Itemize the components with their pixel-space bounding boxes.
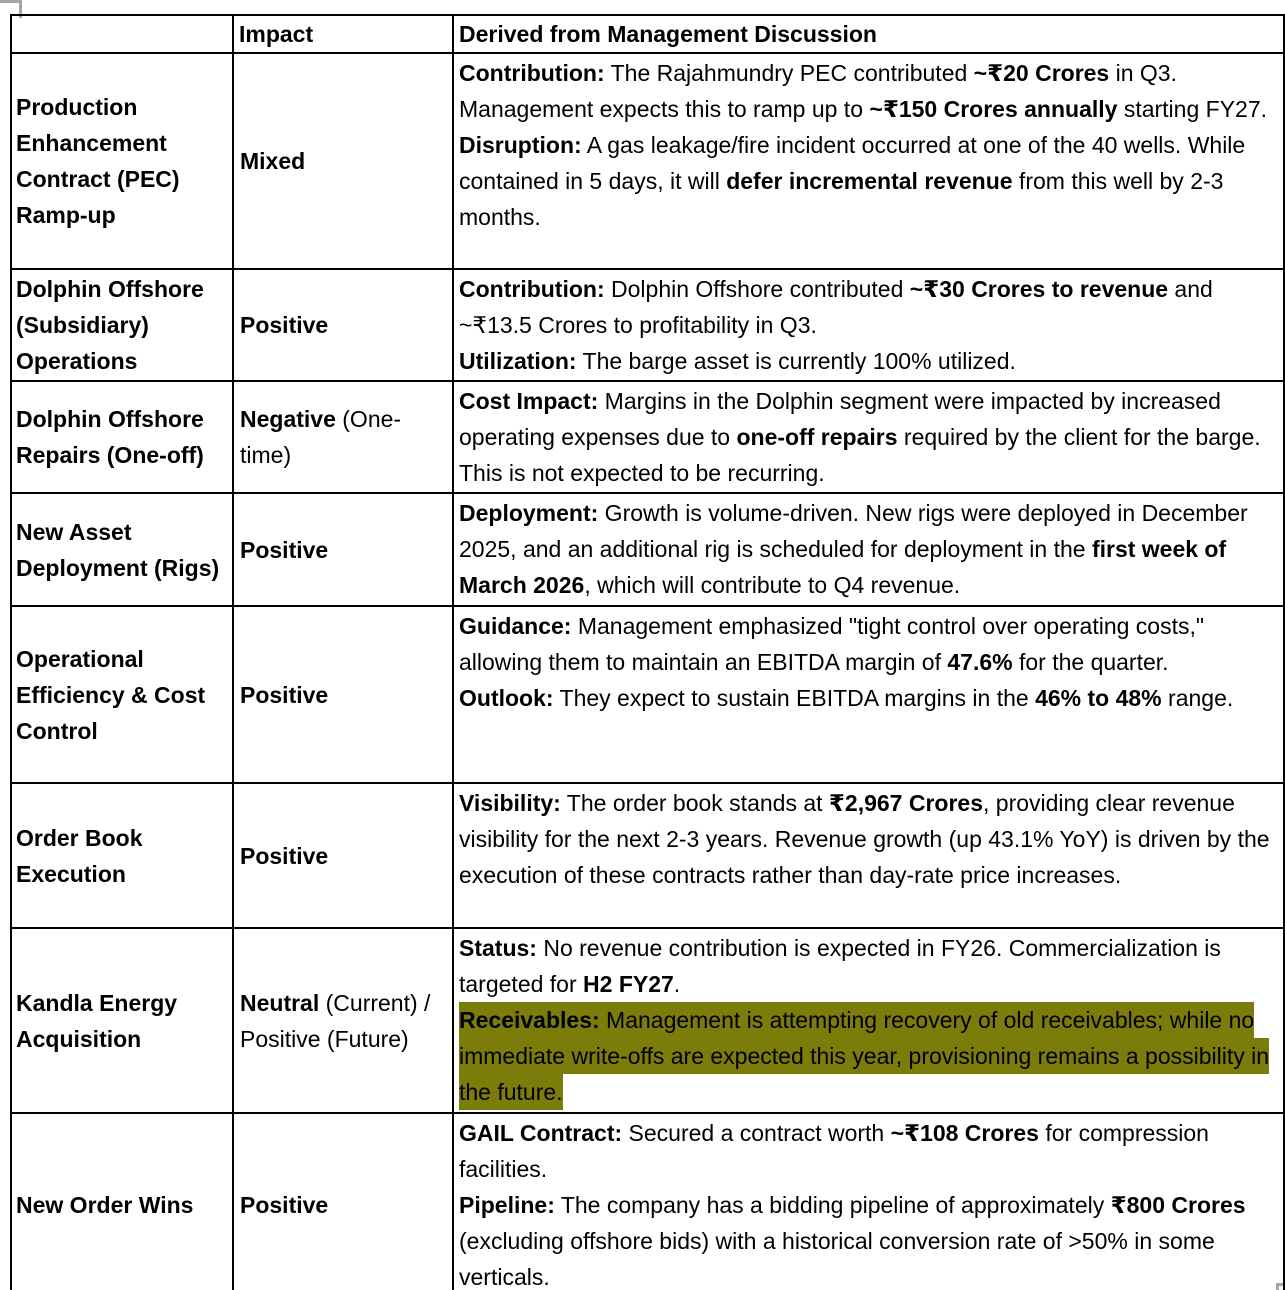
text-segment: one-off repairs: [736, 424, 898, 450]
details-paragraph: [459, 1002, 1278, 1110]
text-segment: , which will contribute to Q4 revenue.: [584, 572, 961, 598]
topic-label: Operational Efficiency & Cost Control: [16, 645, 206, 744]
impact-cell: [233, 928, 453, 1113]
details-paragraph: [459, 785, 1278, 893]
text-segment: ~₹150 Crores annually: [869, 96, 1118, 122]
table-row: [11, 928, 1284, 1113]
table-body: [11, 53, 1284, 1290]
topic-cell: [11, 928, 233, 1113]
topic-label: New Order Wins: [16, 1192, 194, 1218]
text-segment: Growth is volume-driven. New rigs were deployed in December 2025, and an additional rig is scheduled for deployment in the: [459, 500, 1248, 562]
details-paragraph: [459, 495, 1278, 603]
impact-cell: [233, 783, 453, 928]
text-segment: 47.6%: [947, 649, 1013, 675]
text-segment: Status:: [459, 935, 537, 961]
highlighted-text: Receivables:: [459, 1002, 600, 1038]
text-segment: Contribution:: [459, 60, 605, 86]
details-paragraph: [459, 1187, 1278, 1290]
impact-cell: [233, 53, 453, 269]
table-row: [11, 783, 1284, 928]
text-segment: from this well by 2-3 months.: [459, 168, 1224, 230]
details-cell: [453, 381, 1284, 493]
text-segment: ~₹30 Crores to revenue: [909, 276, 1169, 302]
details-paragraph: [459, 127, 1278, 235]
text-segment: ~₹20 Crores: [973, 60, 1110, 86]
topic-cell: [11, 1113, 233, 1290]
text-segment: for the quarter.: [1012, 649, 1169, 675]
text-segment: ~₹108 Crores: [890, 1120, 1039, 1146]
text-segment: Outlook:: [459, 685, 554, 711]
text-segment: Disruption:: [459, 132, 582, 158]
impact-cell: [233, 606, 453, 783]
text-segment: Positive: [240, 1192, 329, 1218]
details-paragraph: [459, 1115, 1278, 1187]
text-segment: starting FY27.: [1117, 96, 1268, 122]
text-segment: Secured a contract worth: [622, 1120, 891, 1146]
text-segment: ₹800 Crores: [1110, 1192, 1246, 1218]
text-segment: Dolphin Offshore contributed: [604, 276, 910, 302]
text-segment: in Q3. Management expects this to ramp up to: [459, 60, 1177, 122]
details-paragraph: [459, 383, 1278, 491]
details-cell: [453, 269, 1284, 381]
table-row: [11, 1113, 1284, 1290]
topic-cell: [11, 381, 233, 493]
topic-label: New Asset Deployment (Rigs): [16, 518, 220, 581]
header-row: [11, 15, 1284, 53]
details-cell: [453, 606, 1284, 783]
text-segment: Positive: [240, 312, 329, 338]
text-segment: Visibility:: [459, 790, 561, 816]
text-segment: Neutral: [240, 989, 320, 1016]
text-segment: GAIL Contract:: [459, 1120, 623, 1146]
topic-label: Kandla Energy Acquisition: [16, 989, 178, 1052]
details-paragraph: [459, 930, 1278, 1002]
details-cell: [453, 928, 1284, 1113]
text-segment: .: [673, 971, 681, 997]
text-segment: Positive: [240, 681, 329, 708]
topic-cell: [11, 53, 233, 269]
text-segment: Utilization:: [459, 348, 577, 374]
details-paragraph: [459, 55, 1278, 127]
impact-cell: [233, 493, 453, 606]
text-segment: , providing clear revenue visibility for the next 2-3 years. Revenue growth (up 43.1% YoY) is driven by the execution of these contracts rather than day-rate price increases.: [459, 790, 1270, 888]
text-segment: for compression facilities.: [459, 1120, 1209, 1182]
text-segment: Management emphasized "tight control over operating costs," allowing them to maintain an EBITDA margin of: [459, 613, 1205, 675]
details-paragraph: [459, 343, 1278, 379]
text-segment: The order book stands at: [560, 790, 829, 816]
text-segment: Mixed: [240, 148, 306, 174]
impact-cell: [233, 269, 453, 381]
details-cell: [453, 1113, 1284, 1290]
header-cell-topic: [11, 15, 233, 53]
text-segment: (One-time): [240, 406, 402, 468]
text-segment: Positive: [240, 536, 329, 563]
topic-label: Order Book Execution: [16, 824, 143, 887]
text-segment: Guidance:: [459, 613, 572, 639]
header-cell-impact: Impact: [233, 15, 453, 53]
table-row: [11, 381, 1284, 493]
table-row: [11, 493, 1284, 606]
text-segment: Cost Impact:: [459, 388, 599, 414]
text-segment: Deployment:: [459, 500, 599, 526]
table-row: [11, 53, 1284, 269]
table-row: [11, 269, 1284, 381]
topic-cell: [11, 783, 233, 928]
text-segment: A gas leakage/fire incident occurred at one of the 40 wells. While contained in 5 days, it will: [459, 132, 1246, 194]
details-paragraph: [459, 608, 1278, 680]
text-segment: H2 FY27: [583, 971, 674, 997]
text-segment: required by the client for the barge. This is not expected to be recurring.: [459, 424, 1261, 486]
details-cell: [453, 493, 1284, 606]
topic-label: Dolphin Offshore Repairs (One-off): [16, 406, 204, 468]
details-paragraph: [459, 680, 1278, 716]
text-segment: 46% to 48%: [1035, 685, 1162, 711]
topic-cell: [11, 269, 233, 381]
text-segment: The Rajahmundry PEC contributed: [604, 60, 974, 86]
details-paragraph: [459, 271, 1278, 343]
topic-cell: [11, 493, 233, 606]
text-segment: ₹2,967 Crores: [828, 790, 983, 816]
text-segment: The company has a bidding pipeline of approximately: [554, 1192, 1111, 1218]
text-segment: defer incremental revenue: [726, 168, 1013, 194]
impact-cell: [233, 1113, 453, 1290]
text-segment: Positive: [240, 842, 329, 869]
table-row: [11, 606, 1284, 783]
text-segment: The barge asset is currently 100% utilized.: [576, 348, 1016, 374]
highlighted-text: Management is attempting recovery of old receivables; while no immediate write-offs are expected this year, provisioning remains a possibility in the future.: [459, 1002, 1269, 1110]
text-segment: range.: [1161, 685, 1234, 711]
header-cell-derived: Derived from Management Discussion: [453, 15, 1284, 53]
text-segment: Margins in the Dolphin segment were impacted by increased operating expenses due to: [459, 388, 1221, 450]
text-segment: (Current) / Positive (Future): [240, 989, 431, 1052]
text-segment: (excluding offshore bids) with a historical conversion rate of >50% in some verticals.: [459, 1228, 1215, 1290]
text-segment: and ~₹13.5 Crores to profitability in Q3.: [459, 276, 1213, 338]
details-cell: [453, 783, 1284, 928]
impact-cell: [233, 381, 453, 493]
topic-label: Dolphin Offshore (Subsidiary) Operations: [16, 276, 204, 374]
text-segment: Negative: [240, 406, 336, 432]
details-cell: [453, 53, 1284, 269]
topic-cell: [11, 606, 233, 783]
text-segment: Pipeline:: [459, 1192, 555, 1218]
topic-label: Production Enhancement Contract (PEC) Ramp-up: [16, 94, 180, 228]
text-segment: first week of March 2026: [459, 536, 1227, 598]
text-segment: No revenue contribution is expected in FY26. Commercialization is targeted for: [459, 935, 1221, 997]
text-segment: They expect to sustain EBITDA margins in the: [553, 685, 1036, 711]
text-segment: Contribution:: [459, 276, 605, 302]
management-discussion-table: [10, 14, 1285, 1290]
